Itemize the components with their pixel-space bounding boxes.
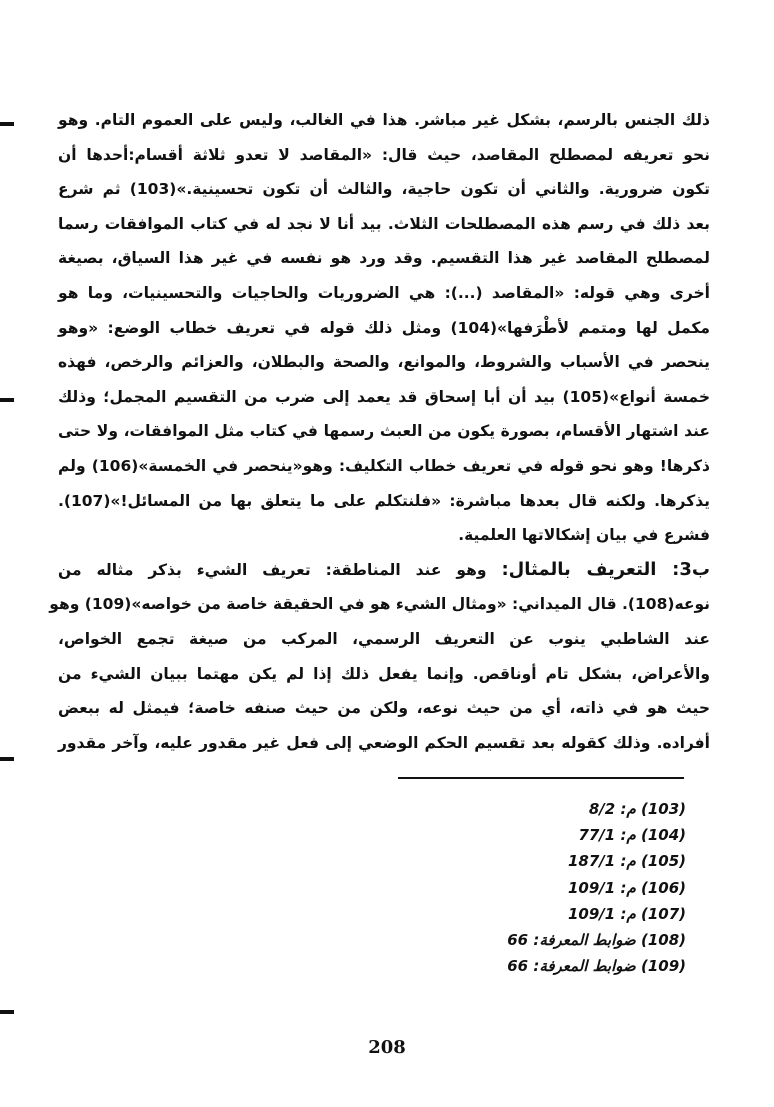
page-number: 208 bbox=[368, 1037, 406, 1058]
text-line: خمسة أنواع»(105) بيد أن أبا إسحاق قد يعمد إلى ضرب من التقسيم المجمل؛ وذلك bbox=[58, 387, 710, 406]
scan-edge-mark bbox=[0, 757, 14, 761]
scan-edge-mark bbox=[0, 398, 14, 402]
text-line: مكمل لها ومتمم لأطْرَفها»(104) ومثل ذلك قوله في تعريف خطاب الوضع: «وهو bbox=[58, 318, 710, 337]
text-line: حيث هو في ذاته، أي من حيث نوعه، ولكن من حيث صنفه خاصة؛ فيمثل له ببعض bbox=[58, 699, 710, 718]
text-line: لمصطلح المقاصد غير هذا التقسيم. وقد ورد هو نفسه في غير هذا السياق، بصيغة bbox=[58, 249, 710, 268]
section-heading: ب3: التعريف بالمثال: bbox=[501, 558, 711, 580]
text-line: فشرع في بيان إشكالاتها العلمية. bbox=[458, 526, 710, 545]
footnotes bbox=[420, 796, 686, 979]
text-line: ذلك الجنس بالرسم، بشكل غير مباشر. هذا في الغالب، وليس على العموم التام. وهو bbox=[58, 111, 710, 129]
text-line: تكون ضرورية. والثاني أن تكون حاجية، والثالث أن تكون تحسينية.»(103) ثم شرع bbox=[58, 180, 711, 199]
footnote: (107) م: 109/1 bbox=[568, 904, 686, 923]
footnote: (109) ضوابط المعرفة: 66 bbox=[507, 957, 686, 976]
text-line: والأعراض، بشكل تام أوناقص. وإنما يفعل ذلك إذا لم يكن مهتما ببيان الشيء من bbox=[58, 664, 710, 683]
text-line: ينحصر في الأسباب والشروط، والموانع، والصحة والبطلان، والعزائم والرخص، فهذه bbox=[58, 353, 710, 372]
text-line: عند الشاطبي ينوب عن التعريف الرسمي، المركب من صيغة تجمع الخواص، bbox=[58, 629, 710, 648]
section-line-text: وهو عند المناطقة: تعريف الشيء بذكر مثاله من bbox=[58, 560, 487, 579]
section-first-line bbox=[58, 553, 710, 588]
footnote: (108) ضوابط المعرفة: 66 bbox=[507, 930, 686, 949]
footnote: (105) م: 187/1 bbox=[568, 852, 686, 871]
text-line: أخرى وهي قوله: «المقاصد (...): هي الضروريات والحاجيات والتحسينيات، وما هو bbox=[58, 283, 710, 302]
footnote: (104) م: 77/1 bbox=[578, 826, 686, 845]
scan-edge-mark bbox=[0, 1010, 14, 1014]
text-line: ذكرها! وهو نحو قوله في تعريف خطاب التكليف: وهو«ينحصر في الخمسة»(106) ولم bbox=[58, 456, 710, 475]
text-line: نوعه(108). قال الميداني: «ومثال الشيء هو في الحقيقة خاصة من خواصه»(109) وهو bbox=[49, 595, 710, 614]
footnote: (106) م: 109/1 bbox=[568, 878, 686, 897]
text-line: يذكرها. ولكنه قال بعدها مباشرة: «فلنتكلم على ما يتعلق بها من المسائل!»(107). bbox=[58, 491, 710, 510]
text-line: بعد ذلك في رسم هذه المصطلحات الثلاث. بيد أنا لا نجد له في كتاب الموافقات رسما bbox=[58, 214, 710, 233]
scan-edge-mark bbox=[0, 122, 14, 126]
text-line: نحو تعريفه لمصطلح المقاصد، حيث قال: «المقاصد لا تعدو ثلاثة أقسام:أحدها أن bbox=[58, 145, 710, 164]
footnote-separator bbox=[398, 777, 684, 779]
text-line: عند اشتهار الأقسام، بصورة يكون من العبث رسمها في كتاب مثل الموافقات، ولا حتى bbox=[58, 422, 710, 441]
text-line: أفراده. وذلك كقوله بعد تقسيم الحكم الوضعي إلى فعل غير مقدور عليه، وآخر مقدور bbox=[58, 733, 710, 752]
footnote: (103) م: 8/2 bbox=[588, 800, 686, 818]
main-text bbox=[49, 103, 711, 760]
